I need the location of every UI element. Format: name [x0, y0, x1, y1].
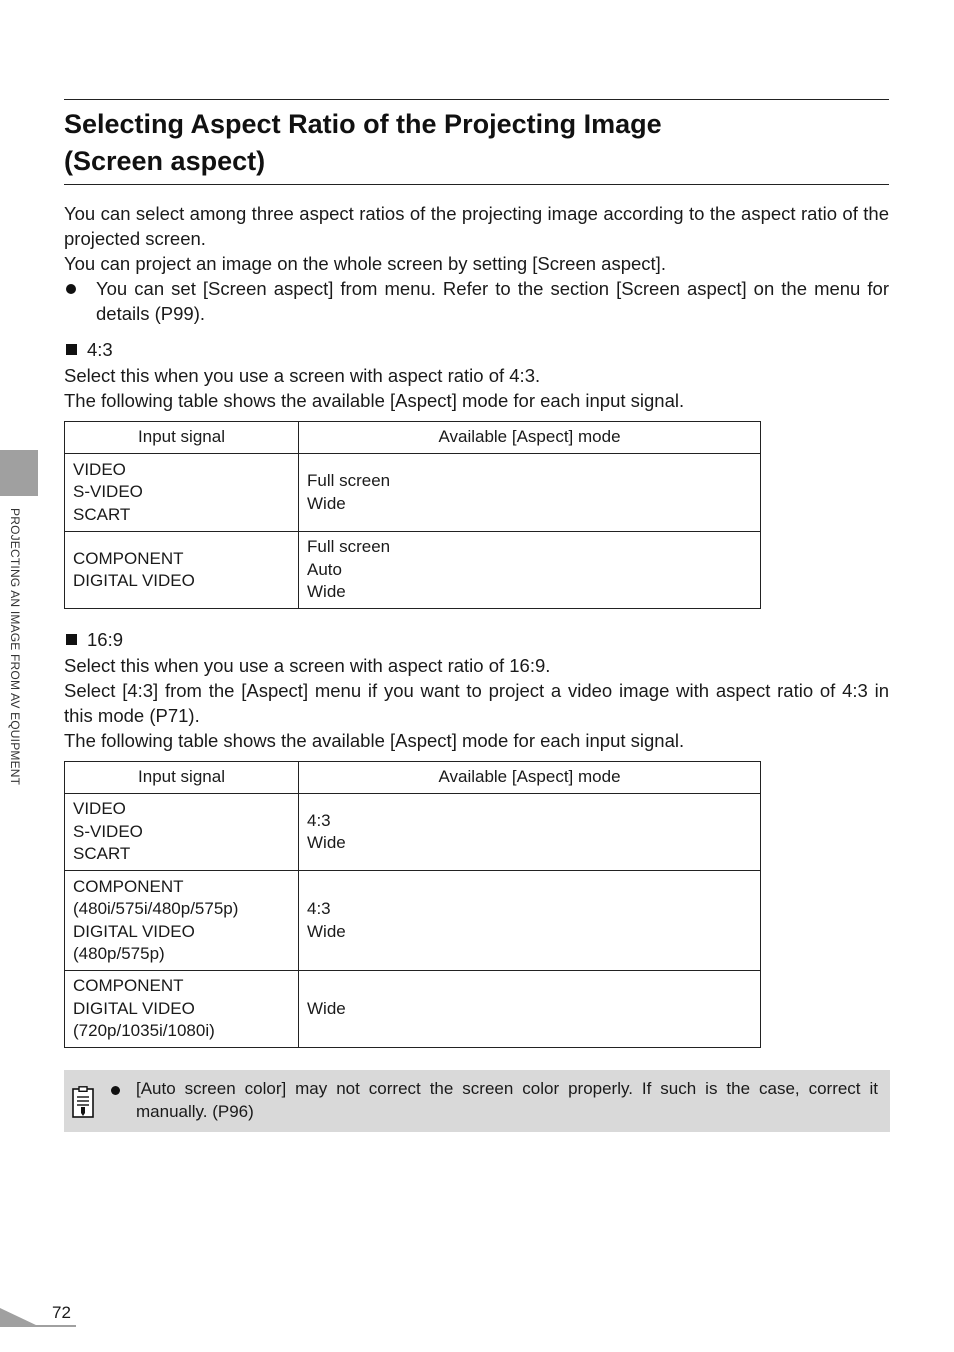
signal-line: SCART	[73, 504, 131, 524]
signal-line: S-VIDEO	[73, 482, 143, 502]
section-16-9-paragraph-3: The following table shows the available [Aspect] mode for each input signal.	[64, 730, 685, 751]
page-title	[64, 106, 889, 180]
signal-line: DIGITAL VIDEO	[73, 998, 195, 1018]
mode-line: Auto	[307, 559, 342, 579]
signal-line: DIGITAL VIDEO	[73, 571, 195, 590]
signal-cell	[65, 794, 299, 871]
table-row	[65, 794, 761, 871]
section-16-9-heading-text: 16:9	[87, 629, 124, 650]
signal-line: COMPONENT	[73, 876, 184, 896]
signal-line: (720p/1035i/1080i)	[73, 1021, 215, 1041]
mode-cell	[299, 971, 761, 1048]
signal-line: COMPONENT	[73, 976, 184, 996]
signal-cell	[65, 532, 299, 609]
header-input-signal: Input signal	[65, 762, 299, 794]
title-bottom-rule	[64, 184, 889, 185]
mode-cell	[299, 454, 761, 532]
memo-icon	[72, 1086, 94, 1118]
title-top-rule	[64, 99, 889, 100]
header-input-signal: Input signal	[65, 422, 299, 454]
mode-line: Full screen	[307, 537, 391, 557]
mode-line: 4:3	[307, 899, 331, 918]
table-row	[65, 971, 761, 1048]
signal-line: DIGITAL VIDEO	[73, 921, 195, 941]
mode-cell	[299, 532, 761, 609]
mode-line: Wide	[307, 582, 346, 602]
table-row	[65, 871, 761, 971]
section-4-3-paragraph-1: Select this when you use a screen with aspect ratio of 4:3.	[64, 365, 541, 386]
section-4-3-heading-text: 4:3	[87, 339, 113, 360]
mode-line: Wide	[307, 921, 346, 941]
section-side-tab	[0, 450, 38, 496]
mode-cell	[299, 794, 761, 871]
mode-cell	[299, 871, 761, 971]
signal-cell	[65, 454, 299, 532]
note-text: [Auto screen color] may not correct the screen color properly. If such is the case, correct it manually. (P96)	[136, 1079, 878, 1121]
square-bullet-icon	[66, 344, 77, 355]
intro-bullet-text: You can set [Screen aspect] from menu. Refer to the section [Screen aspect] on the menu for details (P99).	[96, 278, 889, 324]
title-line-2: (Screen aspect)	[64, 146, 266, 176]
title-line-1: Selecting Aspect Ratio of the Projecting Image	[64, 109, 662, 139]
table-header-row	[65, 422, 761, 454]
mode-line: Wide	[307, 833, 346, 852]
note-box	[64, 1070, 890, 1132]
table-row	[65, 532, 761, 609]
signal-line: S-VIDEO	[73, 821, 143, 841]
header-aspect-mode: Available [Aspect] mode	[299, 422, 761, 454]
aspect-table-4-3	[64, 421, 761, 609]
signal-line: (480i/575i/480p/575p)	[73, 899, 239, 918]
square-bullet-icon	[66, 634, 77, 645]
page-footer-bar	[0, 1325, 76, 1327]
signal-line: VIDEO	[73, 459, 126, 479]
header-aspect-mode: Available [Aspect] mode	[299, 762, 761, 794]
intro-paragraph-1: You can select among three aspect ratios of the projecting image according to the aspect ratio of the projected screen.	[64, 203, 889, 249]
mode-line: Wide	[307, 998, 346, 1018]
section-4-3-paragraph-2: The following table shows the available [Aspect] mode for each input signal.	[64, 390, 685, 411]
section-16-9-paragraph-1: Select this when you use a screen with aspect ratio of 16:9.	[64, 655, 551, 676]
signal-cell	[65, 971, 299, 1048]
intro-bullet	[64, 276, 889, 326]
signal-line: VIDEO	[73, 799, 126, 819]
aspect-table-16-9	[64, 761, 761, 1048]
mode-line: 4:3	[307, 810, 331, 830]
page-number: 72	[52, 1303, 71, 1322]
section-4-3-heading	[64, 337, 113, 362]
note-bullet-icon	[111, 1086, 120, 1095]
bullet-icon	[66, 284, 76, 294]
signal-cell	[65, 871, 299, 971]
table-header-row	[65, 762, 761, 794]
signal-line: SCART	[73, 844, 131, 864]
page-corner-marker	[0, 1308, 38, 1326]
table-row	[65, 454, 761, 532]
signal-line: (480p/575p)	[73, 944, 165, 963]
intro-paragraph-2: You can project an image on the whole screen by setting [Screen aspect].	[64, 253, 666, 274]
side-section-label: PROJECTING AN IMAGE FROM AV EQUIPMENT	[8, 508, 22, 786]
mode-line: Full screen	[307, 471, 391, 490]
mode-line: Wide	[307, 493, 346, 513]
section-16-9-heading	[64, 627, 123, 652]
signal-line: COMPONENT	[73, 548, 184, 568]
section-16-9-paragraph-2: Select [4:3] from the [Aspect] menu if you want to project a video image with aspect ratio of 4:3 in this mode (P71).	[64, 680, 889, 726]
